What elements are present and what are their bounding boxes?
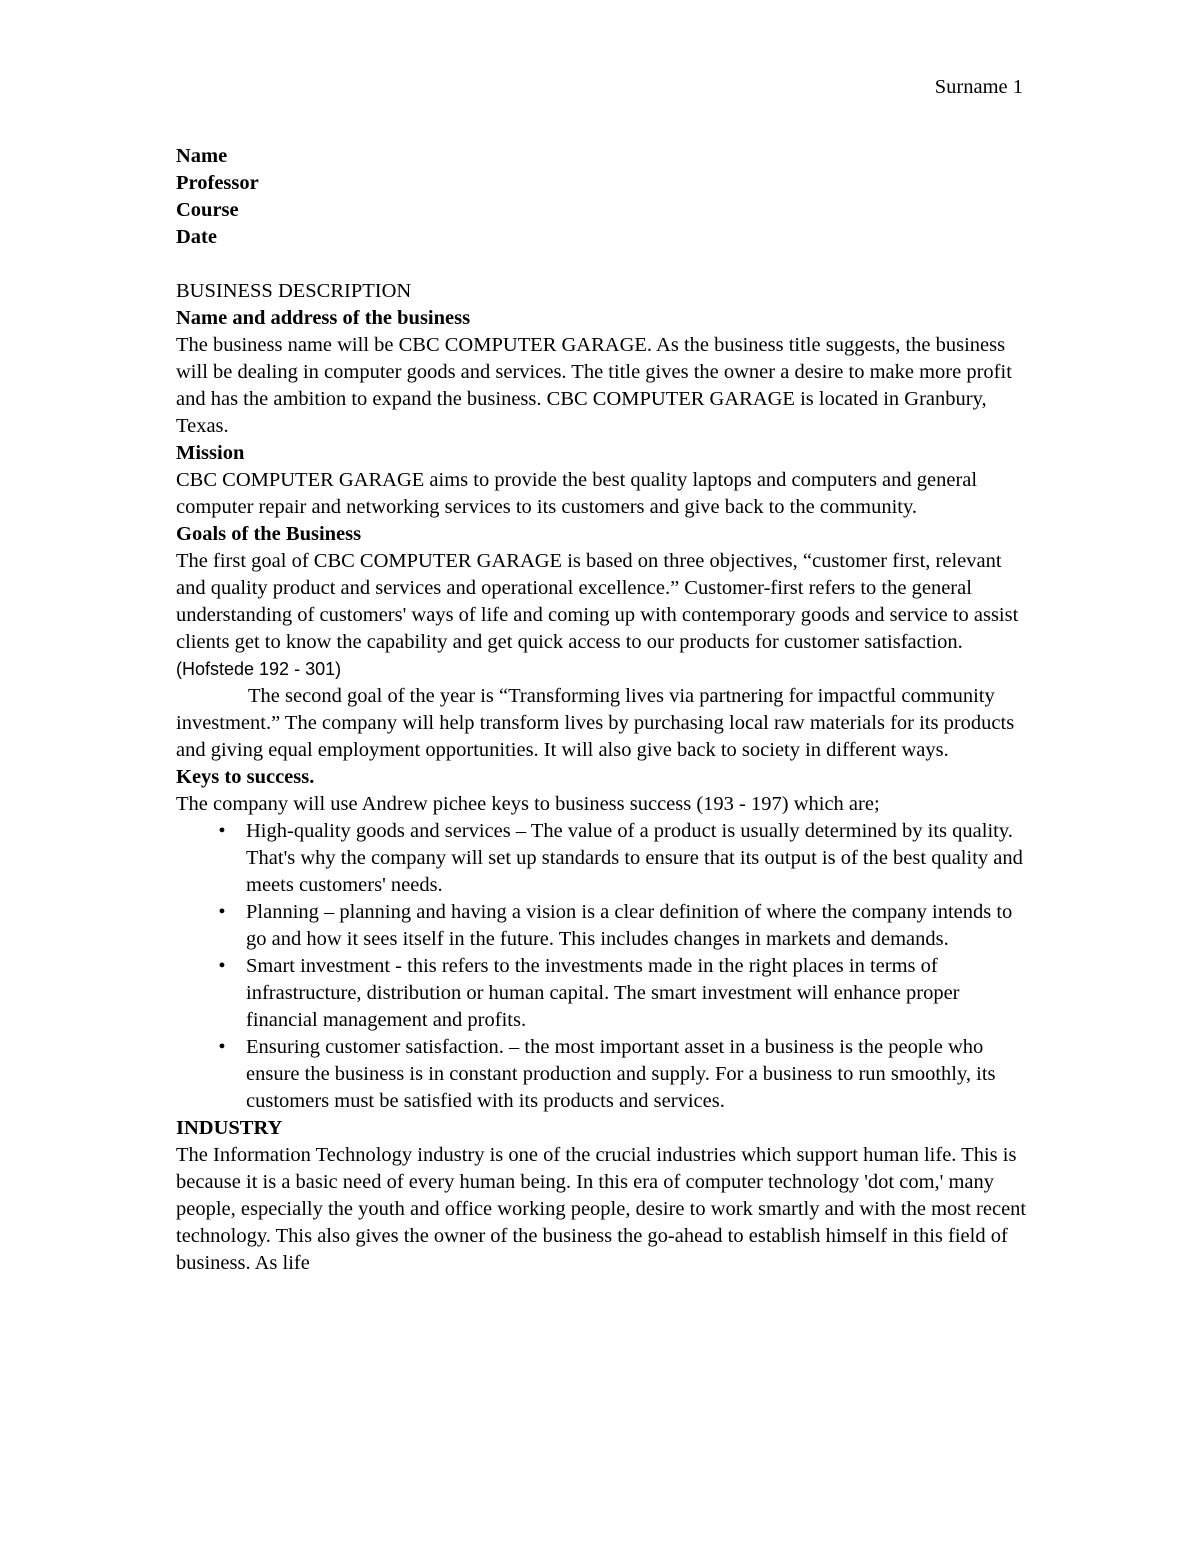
bullet-icon: • [218,820,226,842]
course-line: Course [176,199,239,221]
section-title-business-description: BUSINESS DESCRIPTION [176,280,412,302]
subheading-mission: Mission [176,442,245,464]
student-name-line: Name [176,145,228,167]
date-line: Date [176,226,217,248]
running-head: Surname 1 [934,76,1023,98]
keys-list [176,818,1028,1115]
paragraph-goals-first [176,548,1028,683]
goals-first-text: The first goal of CBC COMPUTER GARAGE is based on three objectives, “customer first, relevant and quality product and services and operational excellence.” Customer-first refers to the general understanding of customers' ways of life and coming up with contemporary goods and service to assist clients get to know the capability and get quick access to our products for customer satisfaction. [176,550,1019,653]
bullet-icon: • [218,955,226,977]
list-item [176,1034,1028,1115]
paragraph-keys-intro: The company will use Andrew pichee keys to business success (193 - 197) which are; [176,793,880,815]
professor-line: Professor [176,172,259,194]
paragraph-name-address: The business name will be CBC COMPUTER GARAGE. As the business title suggests, the business will be dealing in computer goods and services. The title gives the owner a desire to make more profit and has the ambition to expand the business. CBC COMPUTER GARAGE is located in Granbury, Texas. [176,334,1012,437]
list-item-text: Ensuring customer satisfaction. – the most important asset in a business is the people who ensure the business is in constant production and supply. For a business to run smoothly, its customers must be satisfied with its products and services. [246,1036,996,1112]
list-item [176,899,1028,953]
bullet-icon: • [218,901,226,923]
citation: (Hofstede 192 - 301) [176,659,342,679]
list-item-text: High-quality goods and services – The value of a product is usually determined by its quality. That's why the company will set up standards to ensure that its output is of the best quality and meets customers' needs. [246,820,1023,896]
list-item [176,953,1028,1034]
subheading-keys: Keys to success. [176,766,315,788]
list-item [176,818,1028,899]
document-body [176,143,1028,1277]
bullet-icon: • [218,1036,226,1058]
list-item-text: Smart investment - this refers to the investments made in the right places in terms of infrastructure, distribution or human capital. The smart investment will enhance proper financial management and profits. [246,955,960,1031]
subheading-goals: Goals of the Business [176,523,362,545]
subheading-name-address: Name and address of the business [176,307,471,329]
paragraph-goals-second: The second goal of the year is “Transforming lives via partnering for impactful community investment.” The company will help transform lives by purchasing local raw materials for its products and giving equal employment opportunities. It will also give back to society in different ways. [176,685,1015,761]
list-item-text: Planning – planning and having a vision is a clear definition of where the company intends to go and how it sees itself in the future. This includes changes in markets and demands. [246,901,1013,950]
paragraph-mission: CBC COMPUTER GARAGE aims to provide the best quality laptops and computers and general computer repair and networking services to its customers and give back to the community. [176,469,978,518]
section-title-industry: INDUSTRY [176,1117,283,1139]
spacer [176,251,1028,278]
paragraph-industry: The Information Technology industry is one of the crucial industries which support human life. This is because it is a basic need of every human being. In this era of computer technology 'dot com,' many people, especially the youth and office working people, desire to work smartly and with the most recent technology. This also gives the owner of the business the go-ahead to establish himself in this field of business. As life [176,1144,1027,1274]
